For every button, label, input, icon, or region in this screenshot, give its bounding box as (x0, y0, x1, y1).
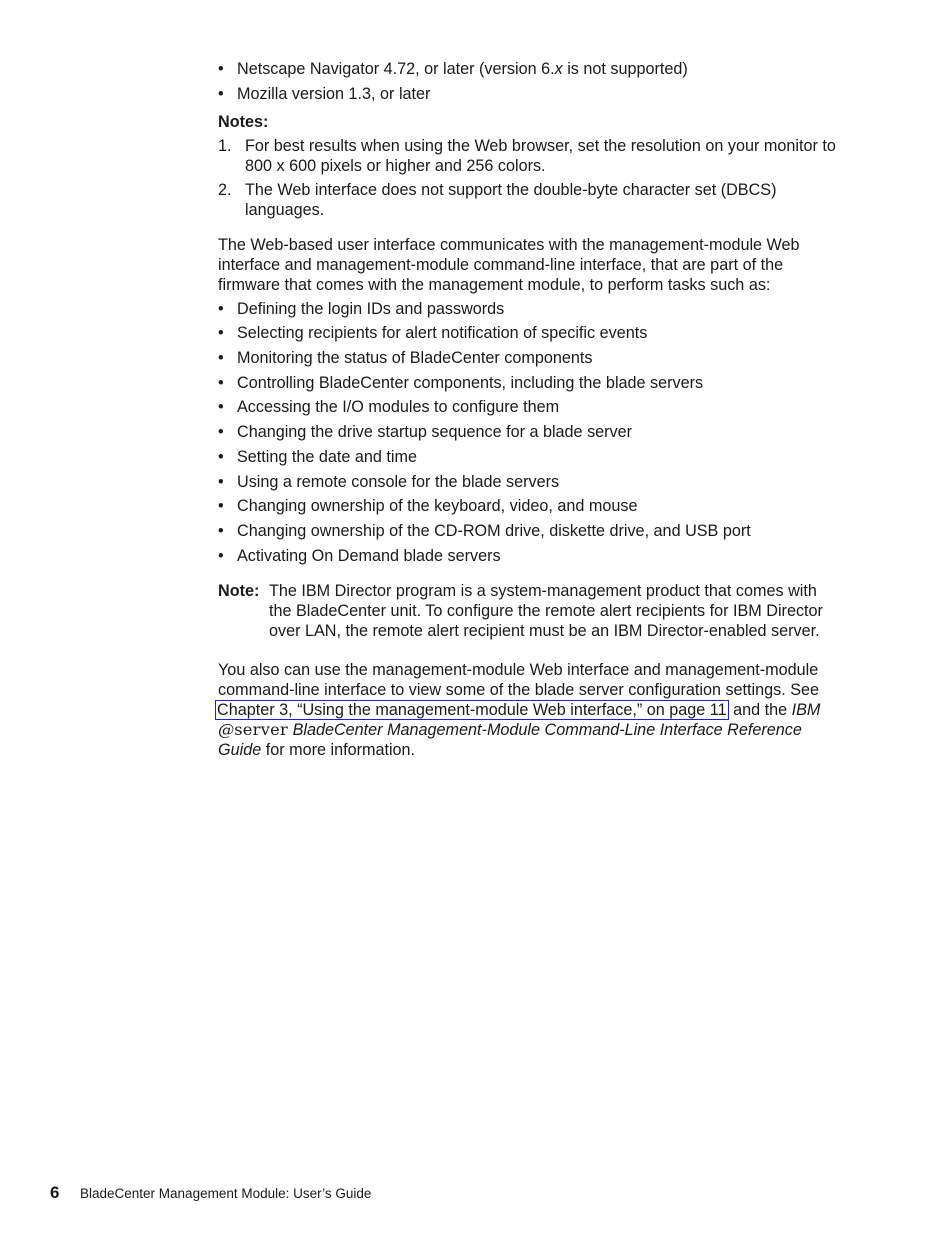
list-item-text: Netscape Navigator 4.72, or later (version 6. (237, 60, 555, 78)
list-item (218, 373, 842, 393)
bullet-glyph: • (218, 349, 224, 368)
list-item-text: Controlling BladeCenter components, including the blade servers (237, 373, 704, 392)
bullet-glyph: • (218, 373, 224, 392)
bullet-glyph: • (218, 299, 224, 318)
reference-text: You also can use the management-module Web interface and management-module command-line interface to view some of the blade server configuration settings. See (218, 660, 820, 699)
list-item-text: Accessing the I/O modules to configure them (237, 398, 560, 417)
note-item (218, 180, 842, 220)
eserver-logo (218, 720, 288, 739)
notes-heading: Notes: (218, 112, 269, 131)
list-item (218, 59, 842, 79)
bullet-glyph: • (218, 84, 224, 103)
browser-list (218, 59, 842, 104)
note-text: The IBM Director program is a system-management product that comes with the BladeCenter unit. To configure the remote alert recipients for IBM Director over LAN, the remote alert recipient must be an IBM Director-enabled server. (269, 581, 823, 640)
note-number: 1. (218, 136, 232, 155)
notes-list (218, 136, 842, 220)
eserver-e: @ (218, 719, 235, 739)
bullet-glyph: • (218, 60, 224, 78)
list-item-text: Using a remote console for the blade servers (237, 472, 560, 491)
bullet-glyph: • (218, 521, 224, 540)
chapter-3-link[interactable]: Chapter 3, “Using the management-module Web interface,” on page 11 (217, 700, 727, 719)
list-item (218, 299, 842, 319)
note-text: The Web interface does not support the double-byte character set (DBCS) languages. (245, 180, 777, 219)
bullet-glyph: • (218, 472, 224, 491)
list-item (218, 397, 842, 417)
list-item-text: Changing the drive startup sequence for a blade server (237, 423, 633, 442)
list-item (218, 323, 842, 343)
list-item (218, 521, 842, 541)
note-number: 2. (218, 180, 232, 199)
task-list (218, 299, 842, 566)
list-item-text-tail: is not supported) (562, 60, 688, 78)
page-footer (50, 1183, 371, 1204)
list-item (218, 348, 842, 368)
list-item (218, 546, 842, 566)
bullet-glyph: • (218, 497, 224, 516)
bullet-glyph: • (218, 398, 224, 417)
bullet-glyph: • (218, 324, 224, 343)
list-item (218, 84, 842, 104)
bullet-glyph: • (218, 546, 224, 565)
list-item-text: Mozilla version 1.3, or later (237, 84, 431, 103)
list-item (218, 422, 842, 442)
book-title: BladeCenter Management-Module Command-Line Interface Reference Guide (218, 720, 802, 759)
footer-title: BladeCenter Management Module: User’s Guide (80, 1186, 372, 1201)
note-text: For best results when using the Web browser, set the resolution on your monitor to 800 x 600 pixels or higher and 256 colors. (245, 136, 836, 175)
list-item-text: Changing ownership of the keyboard, video, and mouse (237, 497, 638, 516)
reference-text-tail: for more information. (261, 740, 416, 759)
list-item-text: Defining the login IDs and passwords (237, 299, 505, 318)
list-item (218, 447, 842, 467)
reference-paragraph (218, 660, 842, 760)
intro-paragraph: The Web-based user interface communicates with the management-module Web interface and management-module command-line interface, that are part of the firmware that comes with the management module, to perform tasks such as: (218, 235, 800, 294)
list-item-text: Setting the date and time (237, 447, 417, 466)
director-note (218, 581, 842, 641)
list-item-text: Activating On Demand blade servers (237, 546, 501, 565)
bullet-glyph: • (218, 423, 224, 442)
list-item (218, 472, 842, 492)
list-item-text: Monitoring the status of BladeCenter components (237, 349, 593, 368)
ibm-brand: IBM (791, 700, 821, 719)
list-item (218, 496, 842, 516)
page-number: 6 (50, 1183, 60, 1202)
bullet-glyph: • (218, 447, 224, 466)
page-content (218, 59, 842, 760)
list-item-text: Changing ownership of the CD-ROM drive, diskette drive, and USB port (237, 521, 751, 540)
eserver-server: server (234, 719, 289, 739)
reference-text-and: and the (728, 700, 792, 719)
note-label: Note: (218, 581, 260, 600)
list-item-text: Selecting recipients for alert notification of specific events (237, 324, 648, 343)
version-variable: x (554, 60, 563, 78)
note-item (218, 136, 842, 176)
